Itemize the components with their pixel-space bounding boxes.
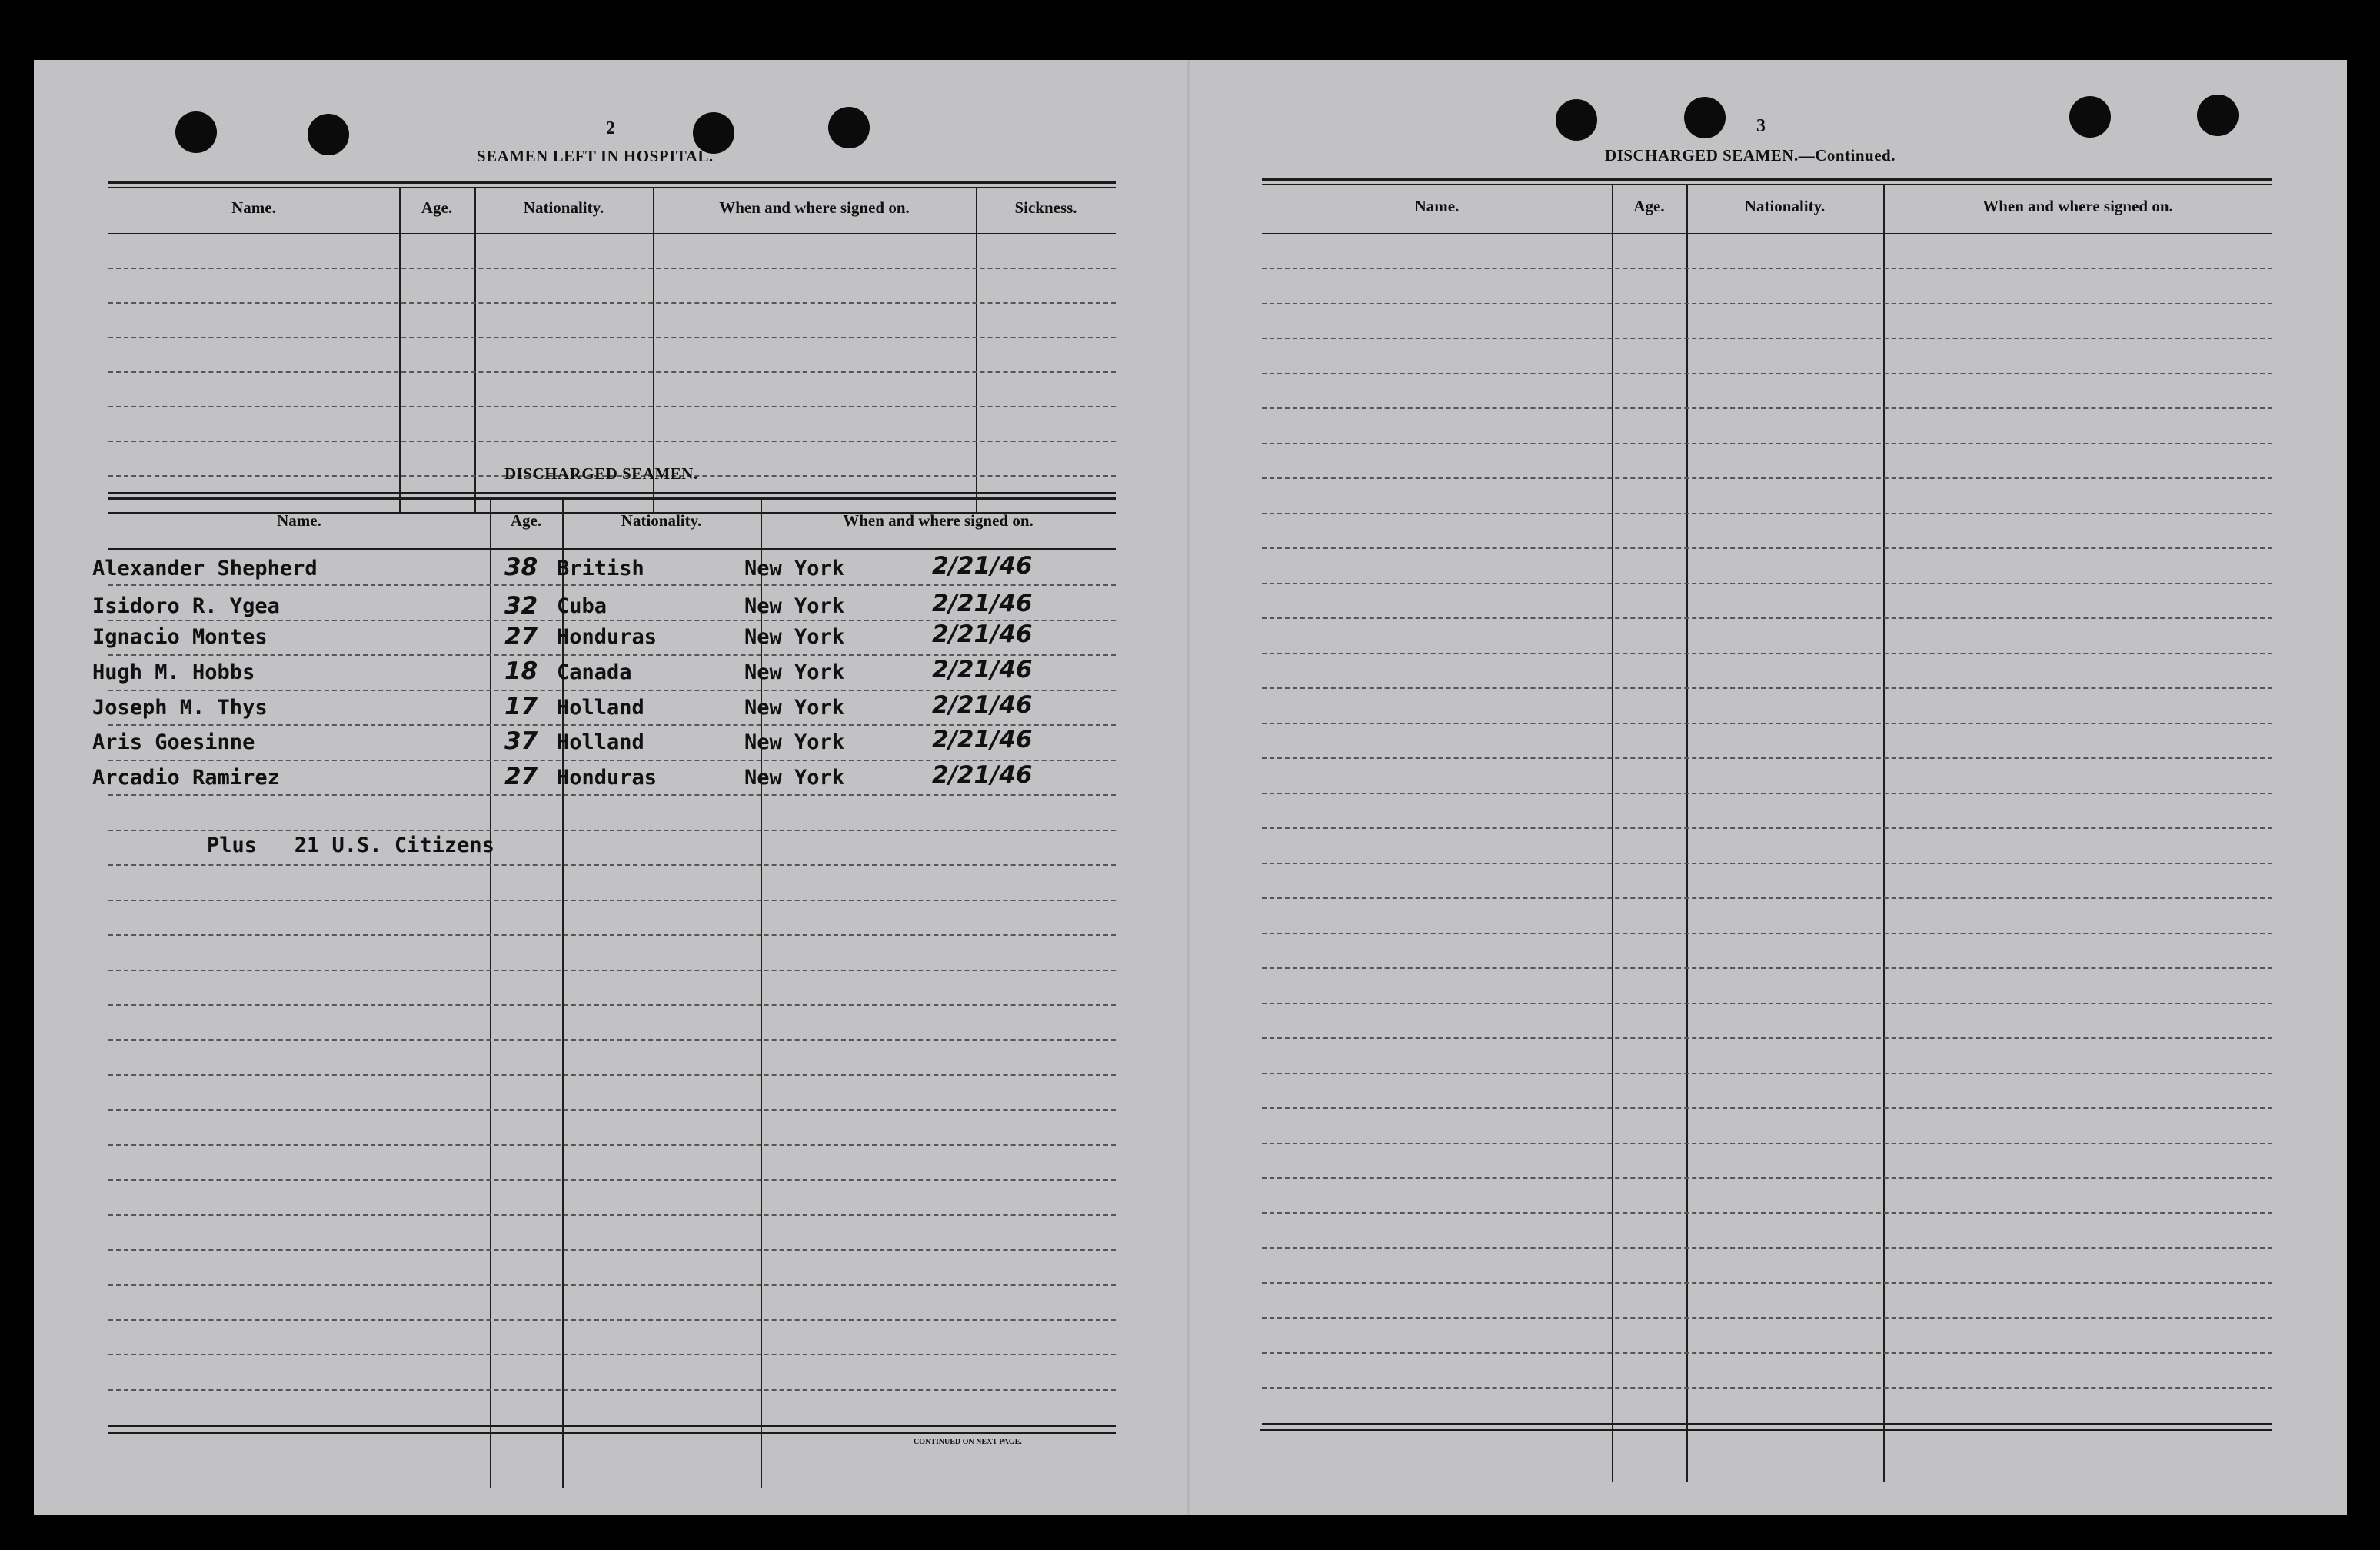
- column-rule: [474, 188, 476, 513]
- rule: [1262, 184, 2272, 185]
- signed-on-date: 2/21/46: [932, 620, 1033, 648]
- seaman-age: 17: [504, 693, 538, 720]
- signed-on-place: New York: [744, 594, 845, 618]
- seaman-name: Arcadio Ramirez: [92, 766, 280, 790]
- seaman-age: 32: [504, 592, 538, 620]
- us-citizens-note: Plus 21 U.S. Citizens: [207, 833, 494, 857]
- entry-line: [108, 970, 1116, 971]
- signed-on-place: New York: [744, 660, 845, 684]
- page-number: 3: [1756, 116, 1766, 136]
- entry-line: [1262, 407, 2272, 409]
- rule: [108, 187, 1116, 188]
- entry-line: [1262, 443, 2272, 444]
- seaman-nationality: Holland: [557, 730, 644, 754]
- entry-line: [108, 794, 1116, 796]
- entry-line: [1262, 513, 2272, 514]
- column-rule: [490, 499, 491, 1488]
- entry-line: [1262, 1317, 2272, 1319]
- signed-on-date: 2/21/46: [932, 691, 1033, 719]
- entry-line: [1262, 268, 2272, 269]
- seaman-nationality: Canada: [557, 660, 632, 684]
- entry-line: [1262, 303, 2272, 304]
- column-rule: [976, 188, 977, 513]
- hospital-col-age: Age.: [421, 198, 453, 217]
- entry-line: [1262, 1003, 2272, 1004]
- seaman-name: Joseph M. Thys: [92, 696, 268, 720]
- seaman-name: Hugh M. Hobbs: [92, 660, 255, 684]
- entry-line: [1262, 723, 2272, 724]
- entry-line: [1262, 338, 2272, 339]
- rule: [108, 1432, 1116, 1434]
- entry-line: [108, 1284, 1116, 1286]
- seaman-age: 38: [504, 554, 538, 581]
- signed-on-place: New York: [744, 625, 845, 649]
- page-number: 2: [606, 118, 615, 138]
- entry-line: [108, 934, 1116, 936]
- rule: [108, 497, 1116, 500]
- entry-line: [1262, 1037, 2272, 1039]
- signed-on-date: 2/21/46: [932, 552, 1033, 580]
- entry-line: [1262, 863, 2272, 864]
- signed-on-place: New York: [744, 730, 845, 754]
- hospital-col-nationality: Nationality.: [523, 198, 604, 217]
- column-rule: [1883, 185, 1885, 1482]
- signed-on-place: New York: [744, 557, 845, 580]
- discharged-continued-title: DISCHARGED SEAMEN.—Continued.: [1605, 146, 1896, 165]
- seaman-nationality: Honduras: [557, 625, 657, 649]
- entry-line: [108, 268, 1116, 269]
- entry-line: [108, 441, 1116, 442]
- entry-line: [108, 1214, 1116, 1216]
- entry-line: [108, 302, 1116, 304]
- entry-line: [1262, 967, 2272, 969]
- signed-on-date: 2/21/46: [932, 590, 1033, 617]
- punch-hole: [308, 114, 349, 155]
- seaman-age: 27: [504, 763, 538, 790]
- entry-line: [1262, 477, 2272, 479]
- seaman-age: 37: [504, 727, 538, 755]
- entry-line: [108, 830, 1116, 831]
- entry-line: [108, 1319, 1116, 1321]
- seaman-nationality: Holland: [557, 696, 644, 720]
- entry-line: [1262, 1177, 2272, 1179]
- discharged-col-when-where: When and where signed on.: [843, 511, 1034, 530]
- col-name: Name.: [1414, 197, 1460, 215]
- entry-line: [1262, 1073, 2272, 1074]
- rule: [108, 492, 1116, 494]
- entry-line: [1262, 687, 2272, 689]
- discharged-col-nationality: Nationality.: [621, 511, 702, 530]
- entry-line: [108, 864, 1116, 866]
- signed-on-date: 2/21/46: [932, 761, 1033, 789]
- document-spread: [34, 60, 2347, 1515]
- signed-on-place: New York: [744, 696, 845, 720]
- punch-hole: [2069, 96, 2111, 138]
- entry-line: [1262, 1247, 2272, 1249]
- header-rule: [108, 233, 1116, 234]
- continued-footer: CONTINUED ON NEXT PAGE.: [914, 1438, 1022, 1446]
- entry-line: [108, 1039, 1116, 1041]
- punch-hole: [175, 111, 217, 153]
- hospital-col-name: Name.: [231, 198, 276, 217]
- header-rule: [108, 548, 1116, 550]
- entry-line: [108, 1389, 1116, 1391]
- entry-line: [108, 406, 1116, 407]
- hospital-section-title: SEAMEN LEFT IN HOSPITAL.: [477, 147, 714, 165]
- hospital-col-sickness: Sickness.: [1014, 198, 1077, 217]
- entry-line: [1262, 1107, 2272, 1109]
- entry-line: [108, 900, 1116, 901]
- punch-hole: [1684, 97, 1726, 138]
- entry-line: [108, 1179, 1116, 1181]
- entry-line: [1262, 547, 2272, 549]
- column-rule: [1612, 185, 1613, 1482]
- discharged-section-title: DISCHARGED SEAMEN.: [504, 464, 698, 483]
- punch-hole: [828, 107, 870, 148]
- entry-line: [1262, 617, 2272, 619]
- col-age: Age.: [1633, 197, 1665, 215]
- col-nationality: Nationality.: [1744, 197, 1826, 215]
- entry-line: [1262, 757, 2272, 759]
- entry-line: [1262, 933, 2272, 934]
- column-rule: [399, 188, 401, 513]
- page-fold: [1187, 60, 1190, 1515]
- seaman-name: Ignacio Montes: [92, 625, 268, 649]
- entry-line: [1262, 583, 2272, 584]
- entry-line: [108, 1249, 1116, 1251]
- entry-line: [108, 337, 1116, 338]
- rule: [1262, 178, 2272, 181]
- rule: [108, 181, 1116, 184]
- seaman-name: Isidoro R. Ygea: [92, 594, 280, 618]
- rule: [1260, 1429, 2272, 1431]
- entry-line: [108, 1074, 1116, 1076]
- entry-line: [108, 1004, 1116, 1006]
- column-rule: [1686, 185, 1688, 1482]
- seaman-age: 18: [504, 657, 538, 685]
- entry-line: [108, 584, 1116, 586]
- entry-line: [1262, 1212, 2272, 1214]
- entry-line: [1262, 373, 2272, 374]
- entry-line: [1262, 1352, 2272, 1354]
- discharged-col-name: Name.: [277, 511, 321, 530]
- col-when-where: When and where signed on.: [1982, 197, 2173, 215]
- entry-line: [1262, 793, 2272, 794]
- entry-line: [1262, 1387, 2272, 1389]
- seaman-name: Aris Goesinne: [92, 730, 255, 754]
- hospital-col-when-where: When and where signed on.: [719, 198, 910, 217]
- signed-on-date: 2/21/46: [932, 726, 1033, 753]
- rule: [1262, 1423, 2272, 1425]
- punch-hole: [1556, 99, 1597, 141]
- entry-line: [1262, 897, 2272, 899]
- entry-line: [108, 1354, 1116, 1355]
- seaman-name: Alexander Shepherd: [92, 557, 318, 580]
- entry-line: [1262, 1282, 2272, 1284]
- seaman-nationality: Cuba: [557, 594, 607, 618]
- signed-on-place: New York: [744, 766, 845, 790]
- entry-line: [108, 371, 1116, 373]
- entry-line: [1262, 1143, 2272, 1144]
- punch-hole: [2197, 95, 2239, 136]
- discharged-col-age: Age.: [510, 511, 542, 530]
- seaman-age: 27: [504, 623, 538, 650]
- rule: [108, 1425, 1116, 1427]
- seaman-nationality: Honduras: [557, 766, 657, 790]
- header-rule: [1262, 233, 2272, 234]
- entry-line: [108, 1144, 1116, 1146]
- seaman-nationality: British: [557, 557, 644, 580]
- signed-on-date: 2/21/46: [932, 656, 1033, 684]
- entry-line: [1262, 827, 2272, 829]
- entry-line: [108, 1109, 1116, 1111]
- entry-line: [1262, 653, 2272, 654]
